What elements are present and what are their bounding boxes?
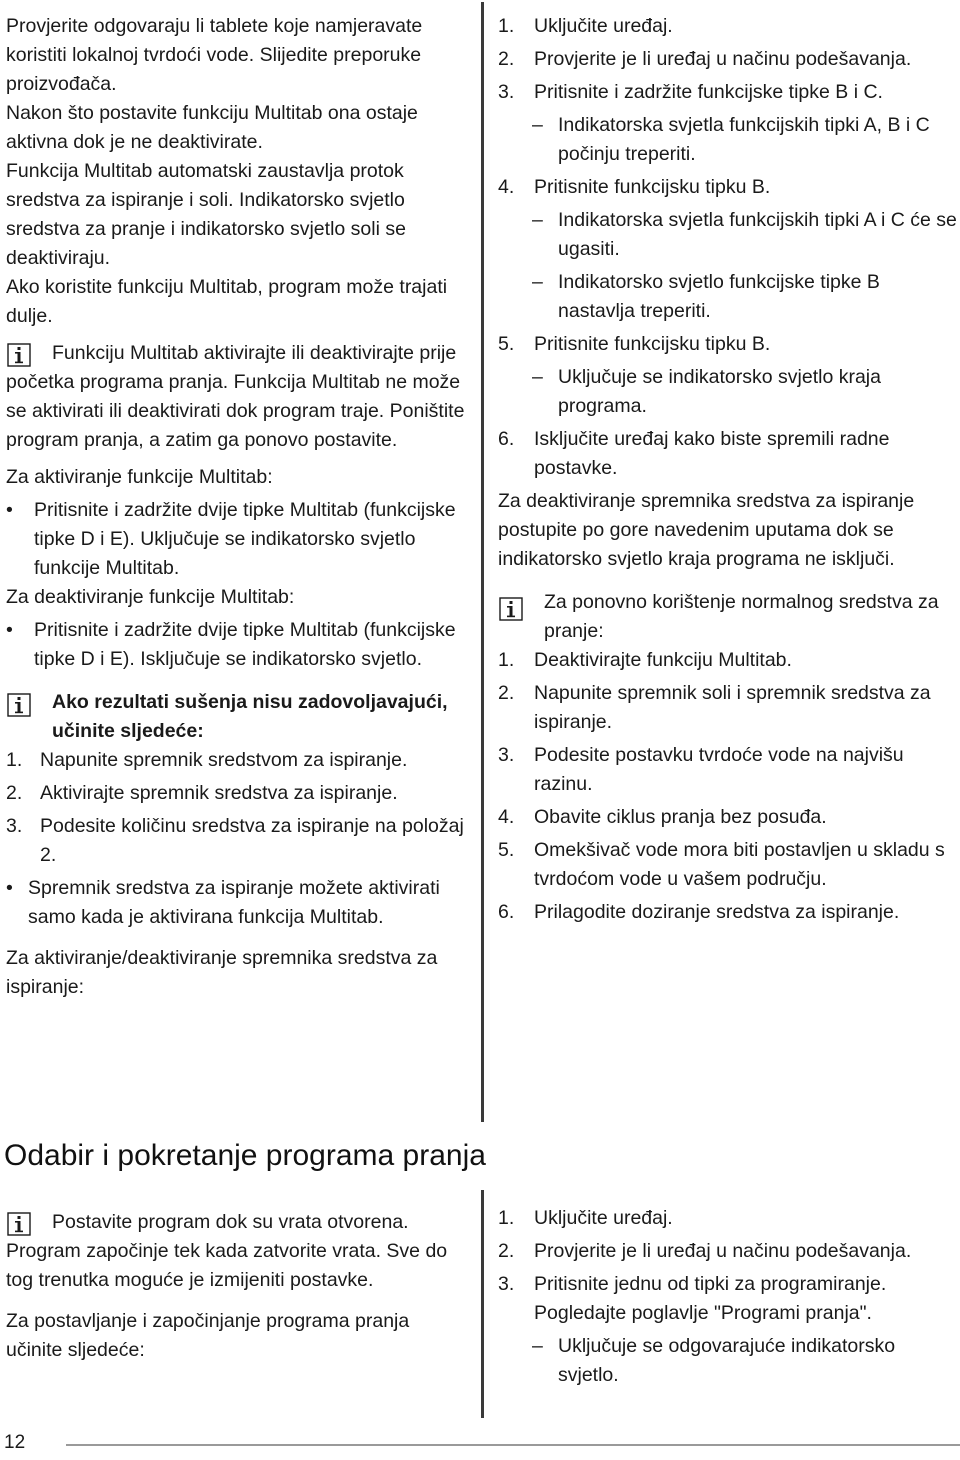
numbered-item	[498, 45, 958, 74]
numbered-item	[498, 12, 958, 41]
list-item: • Pritisnite i zadržite dvije tipke Multitab (funkcijske tipke D i E). Uključuje se indikatorsko svjetlo funkcije Multitab.	[6, 499, 456, 579]
paragraph: Nakon što postavite funkciju Multitab ona ostaje aktivna dok je ne deaktivirate.	[6, 102, 418, 153]
paragraph: Ako koristite funkciju Multitab, program može trajati dulje.	[6, 276, 448, 327]
sub-item-text: Uključuje se odgovarajuće indikatorsko svjetlo.	[558, 1335, 896, 1386]
paragraph: Funkcija Multitab automatski zaustavlja protok sredstva za ispiranje i soli. Indikatorsko svjetlo sredstva za pranje i indikatorsko svjetlo soli se deaktiviraju.	[6, 160, 406, 269]
item-number: 3.	[498, 744, 515, 766]
paragraph: Za deaktiviranje funkcije Multitab:	[6, 586, 295, 608]
note-text: Ako rezultati sušenja nisu zadovoljavajući, učinite sljedeće:	[52, 691, 448, 742]
info-note	[6, 1208, 468, 1295]
item-number: 1.	[498, 1207, 515, 1229]
right-column-top	[498, 12, 958, 931]
item-text: Pritisnite funkcijsku tipku B.	[534, 333, 771, 355]
item-number: 1.	[6, 749, 23, 771]
numbered-list	[498, 646, 958, 927]
info-note	[498, 588, 958, 646]
list-item-text: Pritisnite i zadržite dvije tipke Multitab (funkcijske tipke D i E). Isključuje se indikatorsko svjetlo.	[34, 619, 456, 670]
paragraph: Provjerite odgovaraju li tablete koje namjeravate koristiti lokalnoj tvrdoći vode. Slijedite preporuke proizvođača.	[6, 15, 423, 95]
item-text: Podesite postavku tvrdoće vode na najvišu razinu.	[534, 744, 904, 795]
item-text: Pritisnite i zadržite funkcijske tipke B i C.	[534, 81, 883, 103]
numbered-item	[498, 741, 958, 799]
numbered-item	[6, 779, 468, 808]
left-column-top	[6, 12, 468, 1002]
note-text: Funkciju Multitab aktivirajte ili deaktivirajte prije početka programa pranja. Funkcija Multitab ne može se aktivirati ili deaktivirati dok program traje. Poništite program pranja, a zatim ga ponovo postavite.	[6, 342, 465, 451]
item-text: Provjerite je li uređaj u načinu podešavanja.	[534, 48, 912, 70]
item-number: 5.	[498, 839, 515, 861]
numbered-item	[6, 746, 468, 775]
info-note	[6, 339, 468, 455]
list-item: • Spremnik sredstva za ispiranje možete aktivirati samo kada je aktivirana funkcija Multitab.	[6, 877, 440, 928]
right-column-bottom	[498, 1204, 958, 1394]
list-item: • Pritisnite i zadržite dvije tipke Multitab (funkcijske tipke D i E). Isključuje se indikatorsko svjetlo.	[6, 619, 456, 670]
item-text: Pritisnite funkcijsku tipku B.	[534, 176, 771, 198]
item-number: 1.	[498, 649, 515, 671]
numbered-item	[498, 679, 958, 737]
list-item-text: Pritisnite i zadržite dvije tipke Multitab (funkcijske tipke D i E). Uključuje se indikatorsko svjetlo funkcije Multitab.	[34, 499, 456, 579]
item-number: 2.	[498, 682, 515, 704]
left-column-bottom	[6, 1208, 468, 1365]
item-number: 2.	[498, 1240, 515, 1262]
item-number: 4.	[498, 806, 515, 828]
item-number: 2.	[6, 782, 23, 804]
item-text: Deaktivirajte funkciju Multitab.	[534, 649, 792, 671]
item-number: 6.	[498, 428, 515, 450]
item-number: 3.	[498, 81, 515, 103]
numbered-item	[498, 803, 958, 832]
numbered-item	[498, 425, 958, 483]
numbered-item	[6, 812, 468, 870]
paragraph: Za postavljanje i započinjanje programa pranja učinite sljedeće:	[6, 1310, 410, 1361]
footer-rule	[66, 1444, 960, 1446]
item-text: Aktivirajte spremnik sredstva za ispiranje.	[40, 782, 398, 804]
item-number: 3.	[6, 815, 23, 837]
numbered-item	[498, 836, 958, 894]
paragraph: Za aktiviranje funkcije Multitab:	[6, 466, 273, 488]
column-divider	[481, 1190, 484, 1418]
info-icon	[6, 692, 32, 718]
paragraph: Za aktiviranje/deaktiviranje spremnika sredstva za ispiranje:	[6, 947, 438, 998]
item-text: Uključite uređaj.	[534, 1207, 673, 1229]
sub-item-text: Indikatorska svjetla funkcijskih tipki A i C će se ugasiti.	[558, 209, 957, 260]
numbered-item	[498, 898, 958, 927]
item-text: Obavite ciklus pranja bez posuđa.	[534, 806, 827, 828]
item-text: Isključite uređaj kako biste spremili radne postavke.	[534, 428, 890, 479]
item-text: Prilagodite doziranje sredstva za ispiranje.	[534, 901, 900, 923]
column-divider	[481, 2, 484, 1122]
item-number: 6.	[498, 901, 515, 923]
sub-item: – Uključuje se indikatorsko svjetlo kraja programa.	[532, 366, 881, 417]
numbered-list	[498, 12, 958, 483]
numbered-item	[498, 1204, 958, 1233]
item-text: Omekšivač vode mora biti postavljen u skladu s tvrdoćom vode u vašem području.	[534, 839, 945, 890]
numbered-item	[498, 646, 958, 675]
numbered-item	[498, 173, 958, 202]
sub-item-text: Indikatorska svjetla funkcijskih tipki A, B i C počinju treperiti.	[558, 114, 930, 165]
paragraph: Za deaktiviranje spremnika sredstva za ispiranje postupite po gore navedenim uputama dok se indikatorsko svjetlo kraja programa ne isključi.	[498, 490, 915, 570]
info-icon	[498, 596, 524, 622]
numbered-item	[498, 330, 958, 359]
item-text: Pritisnite jednu od tipki za programiranje. Pogledajte poglavlje "Programi pranja".	[534, 1273, 887, 1324]
info-icon	[6, 1211, 32, 1237]
item-text: Podesite količinu sredstva za ispiranje na položaj 2.	[40, 815, 464, 866]
item-text: Napunite spremnik sredstvom za ispiranje.	[40, 749, 408, 771]
item-number: 2.	[498, 48, 515, 70]
sub-item-text: Uključuje se indikatorsko svjetlo kraja programa.	[558, 366, 881, 417]
sub-item: – Indikatorsko svjetlo funkcijske tipke B nastavlja treperiti.	[532, 271, 880, 322]
item-text: Uključite uređaj.	[534, 15, 673, 37]
page-number: 12	[4, 1432, 26, 1453]
numbered-item	[498, 1270, 958, 1328]
sub-item-text: Indikatorsko svjetlo funkcijske tipke B nastavlja treperiti.	[558, 271, 880, 322]
item-number: 4.	[498, 176, 515, 198]
info-note	[6, 682, 468, 746]
item-number: 3.	[498, 1273, 515, 1295]
note-text: Za ponovno korištenje normalnog sredstva za pranje:	[544, 591, 939, 642]
list-item-text: Spremnik sredstva za ispiranje možete aktivirati samo kada je aktivirana funkcija Multitab.	[28, 877, 440, 928]
sub-item: – Indikatorska svjetla funkcijskih tipki A i C će se ugasiti.	[532, 209, 957, 260]
item-number: 5.	[498, 333, 515, 355]
sub-item: – Indikatorska svjetla funkcijskih tipki A, B i C počinju treperiti.	[532, 114, 930, 165]
sub-item: – Uključuje se odgovarajuće indikatorsko svjetlo.	[532, 1335, 896, 1386]
note-text: Postavite program dok su vrata otvorena. Program započinje tek kada zatvorite vrata. Sve do tog trenutka moguće je izmijeniti postavke.	[6, 1211, 448, 1291]
numbered-item	[498, 1237, 958, 1266]
info-icon	[6, 342, 32, 368]
numbered-list	[498, 1204, 958, 1390]
numbered-list	[6, 746, 468, 870]
item-text: Napunite spremnik soli i spremnik sredstva za ispiranje.	[534, 682, 931, 733]
section-heading: Odabir i pokretanje programa pranja	[4, 1139, 486, 1172]
numbered-item	[498, 78, 958, 107]
item-text: Provjerite je li uređaj u načinu podešavanja.	[534, 1240, 912, 1262]
item-number: 1.	[498, 15, 515, 37]
